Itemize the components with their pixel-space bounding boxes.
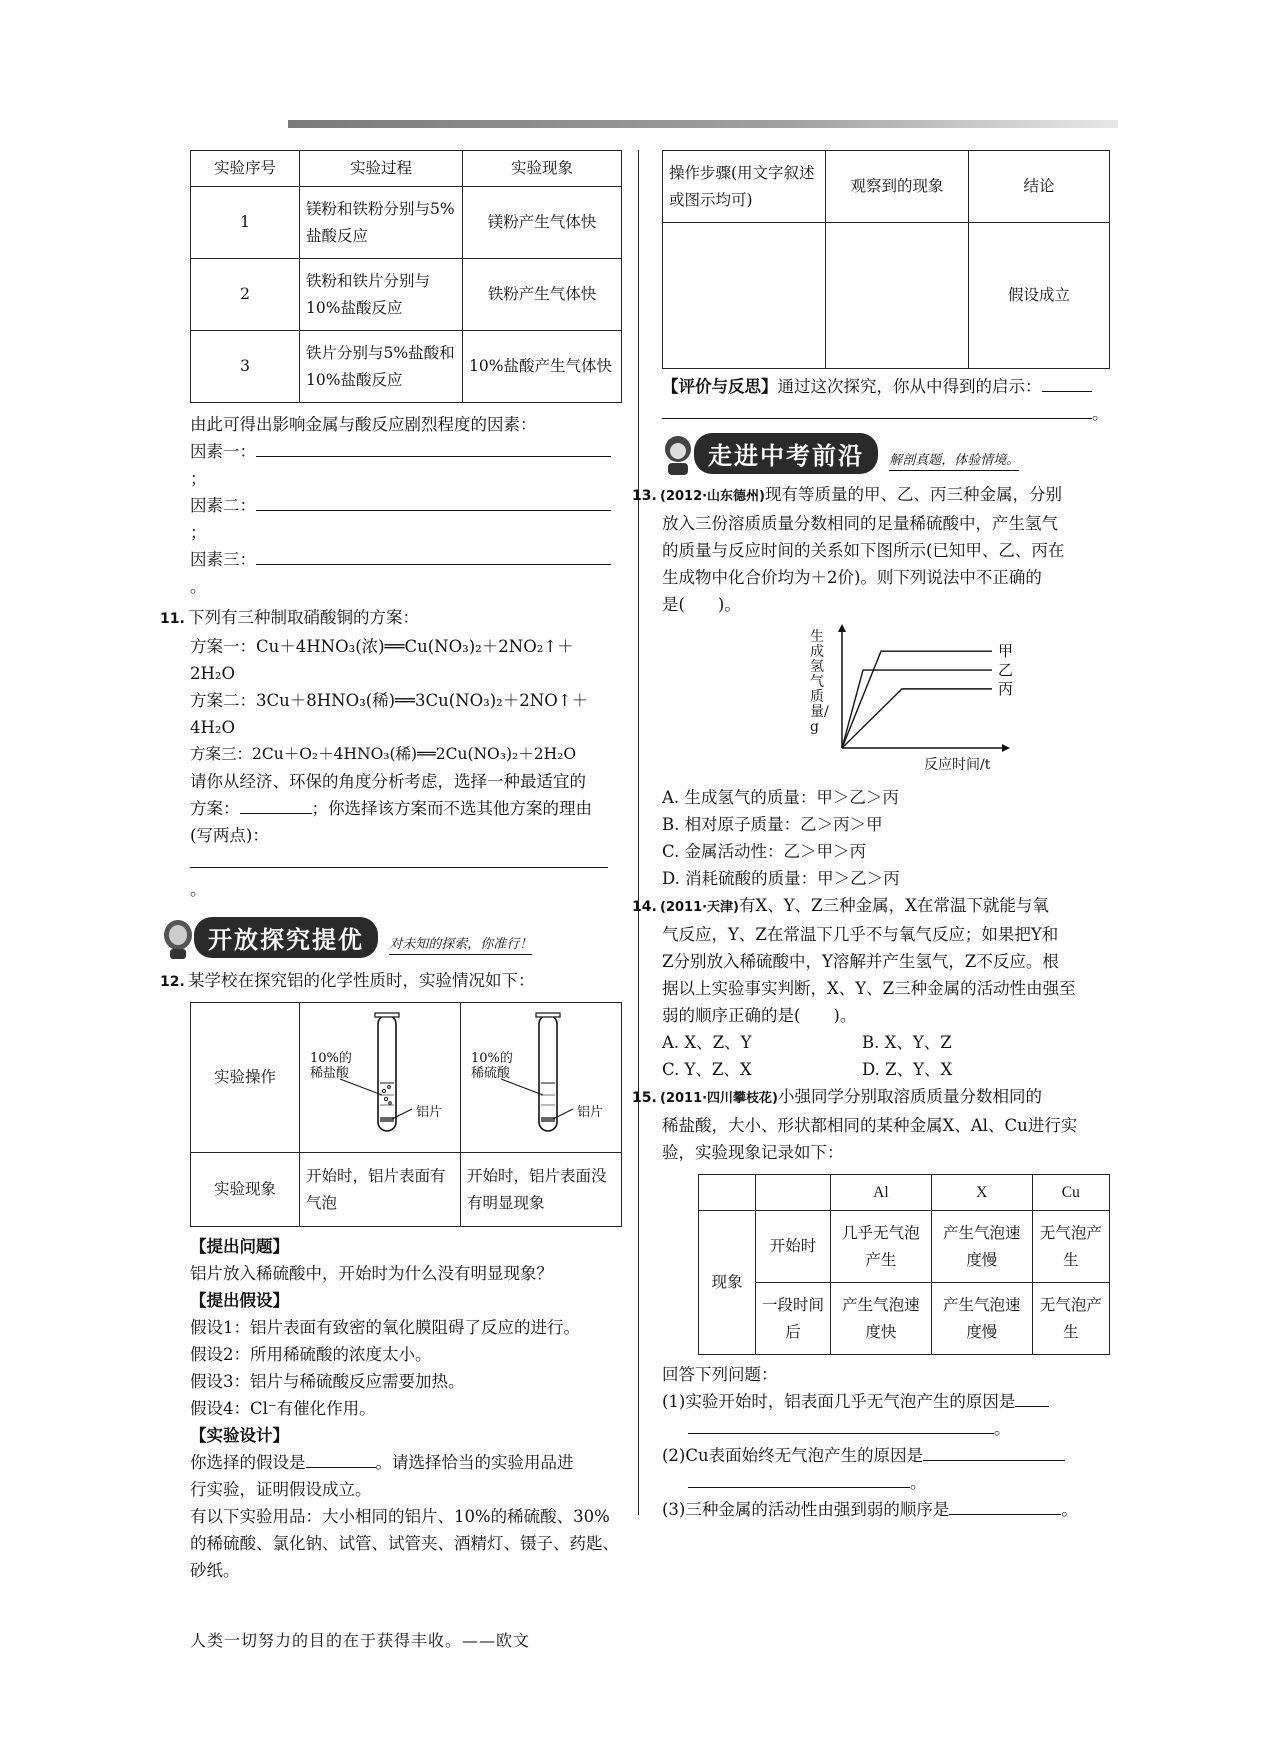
section-banner-open-inquiry — [158, 917, 622, 963]
question-stem: 某学校在探究铝的化学性质时，实验情况如下： — [188, 971, 535, 990]
tube-2-label-line-2: 稀硫酸 — [471, 1066, 511, 1081]
question-stem: 生成物中化合价均为＋2价)。则下列说法中不正确的 — [662, 568, 1042, 587]
punct: ； — [190, 523, 207, 542]
reflect-heading: 【评价与反思】 — [662, 377, 778, 396]
experiment-table-1 — [190, 150, 622, 403]
heading-design: 【实验设计】 — [190, 1426, 289, 1445]
table-corner — [756, 1175, 831, 1211]
question-stem: 下列有三种制取硝酸铜的方案： — [188, 608, 419, 627]
option-b[interactable]: B. X、Y、Z — [862, 1033, 952, 1052]
banner-subtitle: 对未知的探索，你准行！ — [389, 937, 532, 955]
question-number: 13. — [632, 488, 657, 504]
table-cell: 无气泡产生 — [1032, 1211, 1109, 1283]
question-15 — [632, 1083, 1122, 1166]
hypothesis-3: 假设3：铝片与稀硫酸反应需要加热。 — [190, 1372, 465, 1391]
factor-3-label: 因素三： — [190, 550, 256, 569]
table-cell: 镁粉和铁粉分别与5%盐酸反应 — [300, 187, 463, 259]
series-line-2 — [842, 670, 992, 748]
design-text: 你选择的假设是 — [190, 1453, 306, 1472]
table-header: 操作步骤(用文字叙述或图示均可) — [663, 151, 826, 223]
option-d[interactable]: D. Z、Y、X — [862, 1060, 953, 1079]
punct: 。 — [190, 577, 207, 596]
metal-table — [698, 1174, 1110, 1355]
question-stem: 稀盐酸，大小、形状都相同的某种金属X、Al、Cu进行实 — [662, 1116, 1078, 1135]
y-axis-arrow — [838, 624, 846, 632]
table-cell: 一段时间后 — [756, 1283, 831, 1355]
factor-1-blank[interactable] — [256, 438, 611, 457]
option-d[interactable]: D. 消耗硫酸的质量：甲＞乙＞丙 — [662, 869, 900, 888]
table-header: 结论 — [969, 151, 1110, 223]
x-axis-arrow — [1002, 744, 1010, 752]
question-stem: 有X、Y、Z三种金属，X在常温下就能与氧 — [739, 896, 1049, 915]
question-12 — [160, 967, 622, 996]
factor-3-blank[interactable] — [256, 546, 611, 565]
table-header: Cu — [1032, 1175, 1109, 1211]
table-cell: 开始时，铝片表面有气泡 — [300, 1153, 461, 1227]
table-cell: 铁粉和铁片分别与10%盐酸反应 — [300, 259, 463, 331]
plan-choice-blank[interactable] — [240, 795, 312, 814]
column-divider — [638, 150, 639, 1515]
punct: 。 — [994, 1419, 1011, 1438]
answer-3-blank[interactable] — [949, 1496, 1061, 1515]
question-source: (2012·山东德州) — [660, 489, 766, 504]
tube-2-label-line-1: 10%的 — [471, 1051, 513, 1066]
section-banner-exam-frontier — [658, 433, 1122, 479]
table-cell: 铁片分别与5%盐酸和10%盐酸反应 — [300, 331, 463, 403]
table-header: 实验过程 — [300, 151, 463, 187]
answer-1-blank-a[interactable] — [1015, 1388, 1049, 1407]
reflect-text: 通过这次探究，你从中得到的启示： — [777, 377, 1042, 396]
tube-figure-2 — [461, 1003, 622, 1153]
chart-ylabel: 生成氢气质量/g — [810, 629, 829, 735]
footer-quote: 人类一切努力的目的在于获得丰收。——欧文 — [190, 1631, 531, 1650]
question-number: 12. — [160, 974, 185, 990]
series-label-2: 乙 — [998, 661, 1014, 680]
reflect-blank-1[interactable] — [1042, 373, 1092, 392]
mascot-icon — [158, 917, 198, 961]
punct: 。 — [1061, 1500, 1078, 1519]
hypothesis-choice-blank[interactable] — [306, 1449, 376, 1468]
table-cell: 铁粉产生气体快 — [463, 259, 622, 331]
table-cell: 镁粉产生气体快 — [463, 187, 622, 259]
question-stem: Z分别放入稀硫酸中，Y溶解并产生氢气，Z不反应。根 — [662, 952, 1059, 971]
banner-subtitle: 解剖真题，体验情境。 — [889, 453, 1019, 471]
table-cell: 产生气泡速度慢 — [931, 1211, 1032, 1283]
factor-2-blank[interactable] — [256, 492, 611, 511]
question-source: (2011·天津) — [660, 900, 740, 915]
chart-xlabel: 反应时间/t — [924, 757, 991, 773]
banner-title: 走进中考前沿 — [694, 433, 878, 474]
sub-question-1: (1)实验开始时，铝表面几乎无气泡产生的原因是 — [662, 1392, 1016, 1411]
punct: 。 — [910, 1473, 927, 1492]
answer-intro: 回答下列问题： — [662, 1365, 778, 1384]
option-a[interactable]: A. X、Z、Y — [662, 1033, 752, 1052]
ask-text: ；你选择该方案而不选其他方案的理由 — [311, 799, 592, 818]
table-cell: 2 — [191, 259, 300, 331]
question-13 — [632, 481, 1122, 618]
table-header: Al — [831, 1175, 932, 1211]
tube-1-label-line-2: 稀盐酸 — [310, 1066, 350, 1081]
question-stem: 据以上实验事实判断，X、Y、Z三种金属的活动性由强至 — [662, 979, 1076, 998]
design-text: 砂纸。 — [190, 1561, 240, 1580]
question-stem: 的质量与反应时间的关系如下图所示(已知甲、乙、丙在 — [662, 541, 1065, 560]
sub-question-2: (2)Cu表面始终无气泡产生的原因是 — [662, 1446, 924, 1465]
experiment-table-2 — [190, 1002, 622, 1227]
question-11 — [160, 604, 622, 903]
table-cell: 无气泡产生 — [1032, 1283, 1109, 1355]
series-label-3: 丙 — [998, 679, 1014, 698]
hypothesis-2: 假设2：所用稀硫酸的浓度太小。 — [190, 1345, 432, 1364]
tube-1-label-line-1: 10%的 — [310, 1051, 352, 1066]
punct: 。 — [1092, 404, 1109, 423]
table-cell: 开始时，铝片表面没有明显现象 — [461, 1153, 622, 1227]
piece-label: 铝片 — [577, 1105, 604, 1120]
table-header: X — [931, 1175, 1032, 1211]
design-text: 的稀硫酸、氯化钠、试管、试管夹、酒精灯、镊子、药匙、 — [190, 1534, 619, 1553]
design-table — [662, 150, 1110, 369]
option-b[interactable]: B. 相对原子质量：乙＞丙＞甲 — [662, 815, 883, 834]
top-decor-bar — [288, 120, 1118, 128]
observation-answer-cell[interactable] — [826, 223, 969, 369]
heading-problem: 【提出问题】 — [190, 1237, 289, 1256]
table-cell: 1 — [191, 187, 300, 259]
table-cell: 3 — [191, 331, 300, 403]
option-c[interactable]: C. Y、Z、X — [662, 1060, 752, 1079]
answer-1-blank-b[interactable] — [688, 1415, 994, 1434]
ask-line-3: (写两点)： — [190, 826, 269, 845]
answer-2-blank-b[interactable] — [688, 1469, 910, 1488]
punct: ； — [190, 469, 207, 488]
table-cell: 10%盐酸产生气体快 — [463, 331, 622, 403]
question-stem: 验，实验现象记录如下： — [662, 1143, 844, 1162]
question-number: 11. — [160, 611, 185, 627]
question-stem: 放入三份溶质质量分数相同的足量稀硫酸中，产生氢气 — [662, 514, 1058, 533]
mascot-icon — [658, 433, 698, 477]
option-a[interactable]: A. 生成氢气的质量：甲＞乙＞丙 — [662, 788, 899, 807]
hypothesis-4: 假设4：Cl⁻有催化作用。 — [190, 1399, 376, 1418]
plan-1: 方案一：Cu＋4HNO₃(浓)══Cu(NO₃)₂＋2NO₂↑＋ — [190, 637, 574, 656]
factors-intro: 由此可得出影响金属与酸反应剧烈程度的因素： — [190, 415, 537, 434]
table-cell: 产生气泡速度快 — [831, 1283, 932, 1355]
steps-answer-cell[interactable] — [663, 223, 826, 369]
table-cell: 假设成立 — [969, 223, 1110, 369]
factor-2-label: 因素二： — [190, 496, 256, 515]
problem-text: 铝片放入稀硫酸中，开始时为什么没有明显现象？ — [190, 1264, 553, 1283]
design-text: 有以下实验用品：大小相同的铝片、10%的稀硫酸、30% — [190, 1507, 610, 1526]
heading-hypothesis: 【提出假设】 — [190, 1291, 289, 1310]
option-c[interactable]: C. 金属活动性：乙＞甲＞丙 — [662, 842, 867, 861]
series-line-1 — [842, 651, 992, 748]
punct: 。 — [190, 880, 207, 899]
question-stem: 是( )。 — [662, 595, 741, 614]
answer-2-blank-a[interactable] — [923, 1442, 1065, 1461]
plan-2: 方案二：3Cu＋8HNO₃(稀)══3Cu(NO₃)₂＋2NO↑＋ — [190, 691, 589, 710]
question-stem: 现有等质量的甲、乙、丙三种金属，分别 — [765, 485, 1063, 504]
factor-1-label: 因素一： — [190, 442, 256, 461]
question-source: (2011·四川攀枝花) — [660, 1091, 779, 1106]
right-column — [632, 150, 1122, 1523]
question-stem: 弱的顺序正确的是( )。 — [662, 1006, 857, 1025]
tube-figure-1 — [300, 1003, 461, 1153]
plan-3: 方案三：2Cu＋O₂＋4HNO₃(稀)══2Cu(NO₃)₂＋2H₂O — [190, 745, 577, 763]
question-stem: 气反应，Y、Z在常温下几乎不与氧气反应；如果把Y和 — [662, 925, 1059, 944]
ask-line: 请你从经济、环保的角度分析考虑，选择一种最适宜的 — [190, 772, 586, 791]
table-cell: 开始时 — [756, 1211, 831, 1283]
table-header: 观察到的现象 — [826, 151, 969, 223]
table-header: 实验序号 — [191, 151, 300, 187]
row-label: 实验操作 — [191, 1003, 300, 1153]
hypothesis-1: 假设1：铝片表面有致密的氧化膜阻碍了反应的进行。 — [190, 1318, 580, 1337]
design-text: 。请选择恰当的实验用品进 — [375, 1453, 574, 1472]
table-cell: 几乎无气泡产生 — [831, 1211, 932, 1283]
table-cell: 产生气泡速度慢 — [931, 1283, 1032, 1355]
row-label: 现象 — [699, 1211, 756, 1355]
series-label-1: 甲 — [998, 642, 1014, 661]
left-column — [160, 150, 622, 1584]
hydrogen-chart — [662, 620, 1122, 780]
table-header: 实验现象 — [463, 151, 622, 187]
table-corner — [699, 1175, 756, 1211]
reflect-blank-2[interactable] — [662, 400, 1092, 419]
question-stem: 小强同学分别取溶质质量分数相同的 — [778, 1087, 1043, 1106]
question-14 — [632, 892, 1122, 1083]
design-text: 行实验，证明假设成立。 — [190, 1480, 372, 1499]
plan-2-cont: 4H₂O — [190, 718, 236, 737]
series-line-3 — [842, 689, 992, 748]
banner-title: 开放探究提优 — [194, 917, 378, 958]
piece-label: 铝片 — [416, 1105, 443, 1120]
question-number: 15. — [632, 1090, 657, 1106]
sub-question-3: (3)三种金属的活动性由强到弱的顺序是 — [662, 1500, 950, 1519]
plan-1-cont: 2H₂O — [190, 664, 236, 683]
question-number: 14. — [632, 899, 657, 915]
reason-blank[interactable] — [190, 849, 608, 868]
row-label: 实验现象 — [191, 1153, 300, 1227]
ask-label: 方案： — [190, 799, 240, 818]
